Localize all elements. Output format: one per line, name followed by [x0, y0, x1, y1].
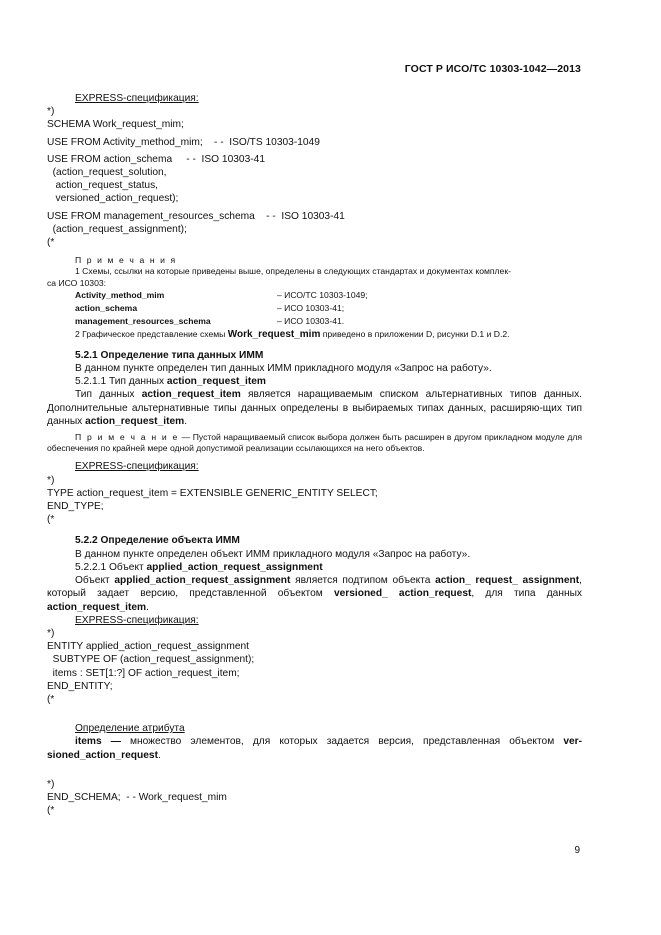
ref-name: Activity_method_mim	[75, 289, 165, 300]
page-number: 9	[574, 845, 580, 856]
comment-open: *)	[47, 474, 55, 486]
comment-close: (*	[47, 237, 55, 249]
code-line: SUBTYPE OF (action_request_assignment);	[47, 654, 255, 666]
section-intro: В данном пункте определен тип данных ИММ прикладного модуля «Запрос на работу».	[75, 363, 492, 375]
comment-open: *)	[47, 106, 55, 118]
subsection-heading: 5.2.1.1 Тип данных action_request_item	[75, 376, 266, 388]
subsection-heading: 5.2.2.1 Объект applied_action_request_assignment	[75, 561, 323, 573]
code-line: TYPE action_request_item = EXTENSIBLE GENERIC_ENTITY SELECT;	[47, 487, 378, 499]
schema-line: SCHEMA Work_request_mim;	[47, 119, 184, 131]
notes-title: П р и м е ч а н и я	[75, 255, 177, 266]
express-spec-heading: EXPRESS-спецификация:	[75, 614, 199, 626]
ref-row	[47, 289, 582, 302]
use-item: versioned_action_request);	[47, 193, 179, 205]
use-item: (action_request_assignment);	[47, 223, 187, 235]
section-heading-5-2-2: 5.2.2 Определение объекта ИММ	[75, 535, 240, 547]
code-line: items : SET[1:?] OF action_request_item;	[47, 667, 240, 679]
paragraph: Тип данных action_request_item является наращиваемым списком альтернативных типов данных. Дополнительные альтернативные типы данных определены в выбираемых типах данных, расширяю-щих тип данных action_request_item.	[47, 389, 582, 427]
note-2: 2 Графическое представление схемы Work_request_mim приведено в приложении D, рисунки D.1 и D.2.	[75, 328, 510, 340]
document-header: ГОСТ Р ИСО/ТС 10303-1042—2013	[404, 63, 581, 75]
comment-open: *)	[47, 627, 55, 639]
comment-close: (*	[47, 693, 55, 705]
comment-close: (*	[47, 805, 55, 817]
note-1-cont: са ИСО 10303:	[47, 277, 107, 288]
ref-standard: – ИСО 10303-41;	[277, 302, 345, 313]
use-item: (action_request_solution,	[47, 167, 167, 179]
comment-close: (*	[47, 514, 55, 526]
ref-standard: – ИСО/ТС 10303-1049;	[277, 289, 368, 300]
use-from-management: USE FROM management_resources_schema - - ISO 10303-41	[47, 210, 345, 222]
use-item: action_request_status,	[47, 180, 158, 192]
ref-row	[47, 315, 582, 328]
page-content	[47, 92, 582, 817]
use-from-activity: USE FROM Activity_method_mim; - - ISO/TS 10303-1049	[47, 136, 320, 148]
comment-open: *)	[47, 778, 55, 790]
attribute-definition: items — множество элементов, для которых задается версия, представленная объектом ver-sioned_action_request.	[47, 736, 583, 761]
express-spec-heading: EXPRESS-спецификация:	[75, 461, 199, 473]
paragraph: Объект applied_action_request_assignment является подтипом объекта action_ request_ assignment, который задает версию, представленной объектом versioned_ action_request, для типа данных action_request_item.	[47, 575, 583, 613]
section-heading-5-2-1: 5.2.1 Определение типа данных ИММ	[75, 349, 264, 361]
code-line: END_ENTITY;	[47, 680, 113, 692]
ref-row	[47, 302, 582, 315]
code-line: END_TYPE;	[47, 501, 104, 513]
note-1-line: 1 Схемы, ссылки на которые приведены выше, определены в следующих стандартах и документах комплек-	[75, 266, 511, 277]
ref-standard: – ИСО 10303-41.	[277, 315, 345, 326]
use-from-action-schema: USE FROM action_schema - - ISO 10303-41	[47, 153, 265, 165]
ref-name: action_schema	[75, 302, 138, 313]
end-schema-line: END_SCHEMA; - - Work_request_mim	[47, 791, 227, 803]
section-intro: В данном пункте определен объект ИММ прикладного модуля «Запрос на работу».	[75, 548, 471, 560]
code-line: ENTITY applied_action_request_assignment	[47, 641, 249, 653]
attribute-heading: Определение атрибута	[75, 723, 185, 735]
note: П р и м е ч а н и е — Пустой наращиваемый список выбора должен быть расширен в другом прикладном модуле для обеспечения по крайней мере одной допустимой реализации ссылающихся на него объектов.	[47, 432, 582, 454]
ref-name: management_resources_schema	[75, 315, 211, 326]
express-spec-heading: EXPRESS-спецификация:	[75, 93, 199, 104]
